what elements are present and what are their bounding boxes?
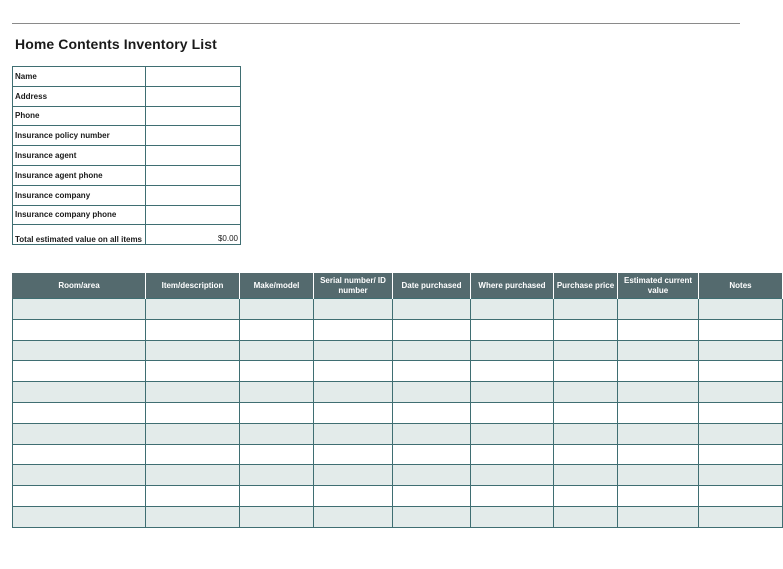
- inventory-cell[interactable]: [146, 506, 240, 527]
- inventory-cell[interactable]: [471, 299, 554, 320]
- inventory-header-row: [13, 274, 783, 299]
- inventory-cell[interactable]: [618, 361, 699, 382]
- inventory-cell[interactable]: [146, 299, 240, 320]
- inventory-cell[interactable]: [314, 444, 393, 465]
- info-value-cell[interactable]: [146, 106, 241, 126]
- info-value-cell[interactable]: [146, 165, 241, 185]
- inventory-cell[interactable]: [471, 361, 554, 382]
- inventory-cell[interactable]: [554, 423, 618, 444]
- inventory-row: [13, 340, 783, 361]
- inventory-cell[interactable]: [471, 486, 554, 507]
- inventory-cell[interactable]: [618, 465, 699, 486]
- info-label: Insurance agent phone: [13, 165, 146, 185]
- inventory-cell[interactable]: [618, 319, 699, 340]
- inventory-cell[interactable]: [393, 361, 471, 382]
- inventory-row: [13, 299, 783, 320]
- inventory-cell[interactable]: [393, 319, 471, 340]
- inventory-row: [13, 402, 783, 423]
- inventory-cell[interactable]: [393, 423, 471, 444]
- inventory-cell[interactable]: [699, 486, 783, 507]
- inventory-cell[interactable]: [146, 486, 240, 507]
- inventory-cell[interactable]: [13, 340, 146, 361]
- inventory-cell[interactable]: [393, 465, 471, 486]
- inventory-cell[interactable]: [314, 319, 393, 340]
- inventory-cell[interactable]: [554, 319, 618, 340]
- inventory-row: [13, 465, 783, 486]
- inventory-cell[interactable]: [554, 486, 618, 507]
- column-header: Item/description: [146, 274, 240, 299]
- inventory-cell[interactable]: [240, 486, 314, 507]
- inventory-row: [13, 361, 783, 382]
- inventory-cell[interactable]: [618, 299, 699, 320]
- inventory-cell[interactable]: [13, 423, 146, 444]
- column-header: Date purchased: [393, 274, 471, 299]
- info-row: [13, 165, 241, 185]
- inventory-cell[interactable]: [618, 423, 699, 444]
- inventory-cell[interactable]: [13, 506, 146, 527]
- inventory-cell[interactable]: [699, 444, 783, 465]
- info-value-cell[interactable]: [146, 185, 241, 205]
- inventory-cell[interactable]: [471, 465, 554, 486]
- info-row: [13, 225, 241, 245]
- info-row: [13, 106, 241, 126]
- inventory-cell[interactable]: [314, 506, 393, 527]
- inventory-cell[interactable]: [393, 402, 471, 423]
- column-header: Room/area: [13, 274, 146, 299]
- inventory-cell[interactable]: [146, 361, 240, 382]
- page-title: Home Contents Inventory List: [15, 36, 217, 52]
- total-value-cell[interactable]: $0.00: [146, 225, 241, 245]
- inventory-cell[interactable]: [13, 486, 146, 507]
- column-header: Serial number/ ID number: [314, 274, 393, 299]
- inventory-cell[interactable]: [393, 444, 471, 465]
- info-label: Insurance company: [13, 185, 146, 205]
- inventory-cell[interactable]: [240, 506, 314, 527]
- inventory-cell[interactable]: [240, 340, 314, 361]
- inventory-cell[interactable]: [314, 486, 393, 507]
- inventory-row: [13, 486, 783, 507]
- inventory-cell[interactable]: [146, 444, 240, 465]
- inventory-cell[interactable]: [554, 402, 618, 423]
- info-row: [13, 126, 241, 146]
- owner-info-table: [12, 66, 241, 245]
- inventory-cell[interactable]: [314, 299, 393, 320]
- inventory-cell[interactable]: [314, 340, 393, 361]
- inventory-cell[interactable]: [13, 444, 146, 465]
- inventory-cell[interactable]: [393, 486, 471, 507]
- inventory-cell[interactable]: [471, 382, 554, 403]
- inventory-cell[interactable]: [393, 340, 471, 361]
- inventory-row: [13, 423, 783, 444]
- info-label: Address: [13, 86, 146, 106]
- info-row: [13, 67, 241, 87]
- info-row: [13, 185, 241, 205]
- inventory-cell[interactable]: [240, 465, 314, 486]
- inventory-cell[interactable]: [554, 361, 618, 382]
- info-row: [13, 146, 241, 166]
- inventory-cell[interactable]: [314, 402, 393, 423]
- inventory-cell[interactable]: [146, 423, 240, 444]
- inventory-cell[interactable]: [554, 299, 618, 320]
- inventory-cell[interactable]: [471, 319, 554, 340]
- inventory-cell[interactable]: [240, 361, 314, 382]
- inventory-row: [13, 506, 783, 527]
- inventory-cell[interactable]: [240, 423, 314, 444]
- info-value-cell[interactable]: [146, 205, 241, 225]
- inventory-cell[interactable]: [699, 402, 783, 423]
- inventory-cell[interactable]: [240, 319, 314, 340]
- info-label: Insurance company phone: [13, 205, 146, 225]
- info-label: Name: [13, 67, 146, 87]
- inventory-cell[interactable]: [618, 486, 699, 507]
- inventory-cell[interactable]: [699, 423, 783, 444]
- inventory-cell[interactable]: [314, 423, 393, 444]
- inventory-cell[interactable]: [471, 340, 554, 361]
- inventory-cell[interactable]: [13, 382, 146, 403]
- inventory-cell[interactable]: [13, 299, 146, 320]
- column-header: Estimated current value: [618, 274, 699, 299]
- inventory-cell[interactable]: [240, 444, 314, 465]
- inventory-cell[interactable]: [699, 382, 783, 403]
- info-label: Insurance agent: [13, 146, 146, 166]
- info-row: [13, 205, 241, 225]
- inventory-row: [13, 382, 783, 403]
- inventory-cell[interactable]: [393, 299, 471, 320]
- inventory-cell[interactable]: [393, 506, 471, 527]
- inventory-row: [13, 319, 783, 340]
- inventory-cell[interactable]: [240, 299, 314, 320]
- inventory-cell[interactable]: [471, 402, 554, 423]
- info-value-cell[interactable]: [146, 146, 241, 166]
- inventory-cell[interactable]: [618, 402, 699, 423]
- inventory-cell[interactable]: [699, 506, 783, 527]
- inventory-cell[interactable]: [554, 465, 618, 486]
- inventory-cell[interactable]: [146, 402, 240, 423]
- info-value-cell[interactable]: [146, 86, 241, 106]
- info-label: Phone: [13, 106, 146, 126]
- column-header: Make/model: [240, 274, 314, 299]
- inventory-cell[interactable]: [618, 506, 699, 527]
- inventory-cell[interactable]: [471, 506, 554, 527]
- info-value-cell[interactable]: [146, 126, 241, 146]
- inventory-cell[interactable]: [699, 465, 783, 486]
- inventory-cell[interactable]: [146, 465, 240, 486]
- inventory-cell[interactable]: [393, 382, 471, 403]
- inventory-cell[interactable]: [618, 340, 699, 361]
- inventory-cell[interactable]: [699, 319, 783, 340]
- inventory-row: [13, 444, 783, 465]
- inventory-cell[interactable]: [314, 361, 393, 382]
- inventory-cell[interactable]: [314, 382, 393, 403]
- inventory-cell[interactable]: [618, 444, 699, 465]
- info-value-cell[interactable]: [146, 67, 241, 87]
- info-row: [13, 86, 241, 106]
- inventory-cell[interactable]: [618, 382, 699, 403]
- column-header: Notes: [699, 274, 783, 299]
- column-header: Where purchased: [471, 274, 554, 299]
- inventory-cell[interactable]: [471, 423, 554, 444]
- inventory-cell[interactable]: [240, 382, 314, 403]
- inventory-cell[interactable]: [13, 465, 146, 486]
- inventory-cell[interactable]: [146, 340, 240, 361]
- inventory-cell[interactable]: [240, 402, 314, 423]
- inventory-cell[interactable]: [13, 319, 146, 340]
- inventory-cell[interactable]: [699, 340, 783, 361]
- inventory-cell[interactable]: [554, 506, 618, 527]
- inventory-cell[interactable]: [146, 382, 240, 403]
- column-header: Purchase price: [554, 274, 618, 299]
- inventory-table: [12, 273, 783, 528]
- inventory-cell[interactable]: [554, 382, 618, 403]
- top-divider: [12, 23, 740, 24]
- info-label: Total estimated value on all items: [13, 225, 146, 245]
- info-label: Insurance policy number: [13, 126, 146, 146]
- inventory-cell[interactable]: [699, 299, 783, 320]
- inventory-cell[interactable]: [554, 340, 618, 361]
- inventory-cell[interactable]: [471, 444, 554, 465]
- inventory-cell[interactable]: [13, 361, 146, 382]
- inventory-cell[interactable]: [13, 402, 146, 423]
- inventory-cell[interactable]: [699, 361, 783, 382]
- inventory-cell[interactable]: [554, 444, 618, 465]
- inventory-cell[interactable]: [146, 319, 240, 340]
- inventory-cell[interactable]: [314, 465, 393, 486]
